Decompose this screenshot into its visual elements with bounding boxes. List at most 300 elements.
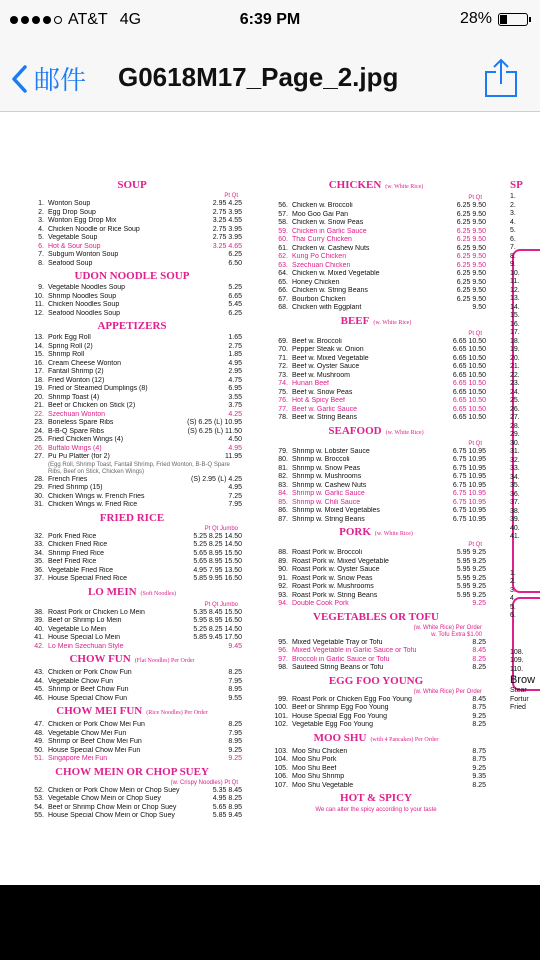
item-name: Moo Shu Vegetable [292, 781, 354, 789]
item-number: 22. [510, 371, 520, 379]
item-price: 7.95 [228, 677, 242, 685]
section-note: (w. White Rice) [373, 319, 412, 326]
item-number: 13. [34, 334, 44, 341]
item-number: 36. [510, 490, 520, 498]
item-number: 25. [34, 436, 44, 443]
item-number: 10. [510, 269, 520, 277]
item-name: Beef w. Garlic Sauce [292, 405, 357, 413]
item-name: Shrimp w. Garlic Sauce [292, 490, 365, 497]
item-number: 33. [510, 465, 520, 472]
item-name: Cream Cheese Wonton [48, 359, 122, 367]
item-name: French Fries [48, 475, 88, 483]
section-heading [22, 586, 242, 601]
item-number: 10. [34, 292, 44, 300]
menu-item [266, 482, 486, 491]
item-name: Beef w. Mushroom [292, 371, 350, 379]
item-number: 86. [278, 507, 288, 514]
menu-item [266, 713, 486, 722]
item-price: 6.65 10.50 [452, 414, 486, 421]
menu-item [22, 419, 242, 428]
item-price: 9.25 [472, 764, 486, 772]
item-name: Mixed Vegetable Tray or Tofu [292, 638, 383, 646]
menu-item [22, 484, 242, 493]
section-heading [22, 179, 242, 192]
section-title-cropped: SP [510, 179, 523, 191]
cropped-text: Stear [510, 687, 527, 694]
item-number: 57. [278, 210, 288, 218]
cropped-text: Fortur [510, 695, 529, 703]
item-number: 5. [510, 227, 516, 234]
item-name: Roast Pork w. String Beans [292, 591, 378, 599]
menu-item [266, 721, 486, 730]
item-price: 6.65 10.50 [452, 388, 486, 396]
item-name: Roast Pork w. Mushrooms [292, 583, 374, 590]
item-number: 68. [278, 304, 288, 311]
item-name: Roast Pork w. Oyster Sauce [292, 566, 380, 573]
item-price: 4.95 7.95 13.50 [193, 566, 242, 574]
item-number: 56. [278, 202, 288, 209]
section-title: SEAFOOD [328, 424, 382, 437]
menu-item [22, 533, 242, 542]
image-viewer[interactable] [0, 112, 540, 885]
item-number: 106. [274, 773, 288, 780]
item-number: 26. [34, 444, 44, 452]
item-number: 11. [510, 278, 520, 285]
item-price: 6.65 10.50 [452, 363, 486, 370]
item-number: 35. [34, 558, 44, 565]
item-name: Beef w. Oyster Sauce [292, 363, 360, 370]
item-name: Fried Chicken Wings (4) [48, 436, 124, 443]
item-price: 6.65 10.50 [452, 371, 486, 379]
item-price: 6.25 9.50 [456, 253, 486, 260]
price-column-header: Pt Qt [468, 542, 482, 548]
item-price: 6.75 10.95 [452, 481, 486, 489]
item-price: 8.25 [472, 781, 486, 789]
menu-item [266, 363, 486, 372]
back-button[interactable] [10, 60, 86, 97]
item-number: 27. [34, 453, 44, 460]
item-number: 99. [278, 695, 288, 703]
item-number: 70. [278, 346, 288, 353]
item-number: 42. [34, 642, 44, 650]
footnote: We can alter the spicy according to your taste [315, 807, 437, 813]
item-number: 71. [278, 354, 288, 362]
item-number: 19. [34, 385, 44, 392]
menu-item [22, 686, 242, 695]
item-name: Chicken with Eggplant [292, 304, 362, 311]
item-number: 44. [34, 677, 44, 685]
item-number: 4. [510, 218, 516, 226]
item-name: Vegetable Egg Foo Young [292, 721, 373, 728]
item-price: 2.95 [228, 368, 242, 375]
item-number: 60. [278, 236, 288, 243]
back-label: 邮件 [34, 65, 87, 95]
item-number: 109. [510, 657, 524, 664]
item-name: Shrimp w. Mixed Vegetables [292, 507, 380, 514]
item-description: (Egg Roll, Shrimp Toast, Fantail Shrimp, Fried Wonton, B-B-Q Spare Ribs, Beef on Stick, Chicken Wings) [48, 461, 230, 475]
section-heading [22, 766, 242, 779]
item-price: 3.75 [228, 402, 242, 409]
chevron-left-icon [10, 64, 28, 94]
item-name: Buffalo Wings (4) [48, 444, 102, 452]
section-heading [22, 270, 242, 283]
item-name: Hot & Sour Soup [48, 242, 101, 250]
section-heading [22, 653, 242, 668]
menu-column-right-cropped [510, 177, 540, 713]
item-number: 2. [510, 201, 516, 209]
item-number: 38. [34, 608, 44, 616]
section-title: APPETIZERS [97, 320, 167, 332]
item-name: Seafood Noodles Soup [48, 309, 120, 317]
item-name: Beef Fried Rice [48, 558, 97, 565]
item-price: 6.75 10.95 [452, 456, 486, 463]
item-name: Vegetable Chow Mei Fun [48, 729, 127, 737]
menu-item [22, 755, 242, 764]
item-name: House Special Chow Fun [48, 694, 127, 702]
item-price: 6.75 10.95 [452, 473, 486, 480]
price-column-header: Pt Qt Jumbo [204, 601, 238, 608]
item-number: 87. [278, 515, 288, 523]
item-number: 17. [34, 368, 44, 375]
menu-item [22, 669, 242, 678]
menu-item [266, 380, 486, 389]
item-name: House Special Chow Mei Fun [48, 746, 141, 754]
menu-item [266, 600, 486, 609]
menu-item [22, 634, 242, 643]
item-number: 110. [510, 665, 524, 673]
menu-item [266, 773, 486, 782]
menu-item [22, 617, 242, 626]
price-column-header: Pt Qt Jumbo [204, 525, 238, 532]
menu-item [266, 279, 486, 288]
item-number: 13. [510, 295, 520, 302]
menu-item [22, 730, 242, 739]
item-name: Shrimp Roll [48, 351, 85, 358]
item-name: Shrimp Fried Rice [48, 549, 105, 557]
item-price: 6.65 10.50 [452, 346, 486, 353]
menu-column-left [22, 177, 242, 821]
menu-item [266, 355, 486, 364]
menu-item [266, 338, 486, 347]
item-name: Shrimp w. String Beans [292, 515, 365, 523]
item-price: 4.25 [228, 410, 242, 418]
item-name: Vegetable Chow Mein or Chop Suey [48, 795, 161, 802]
item-name: Chicken w. String Beans [292, 287, 368, 294]
menu-item [266, 664, 486, 673]
menu-item [22, 747, 242, 756]
item-price: 5.35 8.45 [212, 786, 242, 794]
navigation-bar [0, 40, 540, 112]
item-number: 80. [278, 456, 288, 463]
item-price: 8.45 [472, 695, 486, 703]
item-price: 5.25 8.25 14.50 [193, 625, 242, 633]
menu-item [22, 226, 242, 235]
item-number: 40. [34, 625, 44, 633]
item-name: Shrimp Toast (4) [48, 393, 100, 401]
item-price: 6.25 [228, 251, 242, 258]
item-number: 30. [34, 492, 44, 500]
item-price: 4.95 [228, 359, 242, 367]
item-name: Chicken Fried Rice [48, 541, 108, 548]
item-number: 28. [34, 475, 44, 483]
menu-item [266, 372, 486, 381]
item-name: Wonton Egg Drop Mix [48, 217, 117, 224]
item-name: Chicken Wings w. French Fries [48, 492, 145, 500]
menu-item [266, 592, 486, 601]
item-price: 11.95 [225, 453, 242, 460]
menu-item [266, 490, 486, 499]
item-price: 6.65 [228, 292, 242, 300]
item-name: Kung Po Chicken [292, 253, 347, 260]
menu-item [266, 465, 486, 474]
item-number: 90. [278, 566, 288, 573]
item-number: 74. [278, 380, 288, 387]
item-number: 1. [510, 569, 516, 577]
item-number: 98. [278, 664, 288, 671]
menu-item [266, 262, 486, 271]
section-heading [266, 732, 486, 747]
item-price: 6.25 9.50 [456, 236, 486, 243]
share-icon[interactable] [484, 58, 518, 98]
item-price: 4.50 [228, 436, 242, 443]
item-name: Pork Fried Rice [48, 532, 97, 540]
item-price: 3.55 [228, 393, 242, 401]
section-heading [22, 320, 242, 333]
item-price: 6.25 9.50 [456, 270, 486, 277]
item-number: 16. [510, 320, 520, 328]
menu-item [22, 343, 242, 352]
item-number: 85. [278, 498, 288, 506]
item-price: 8.25 [472, 638, 486, 646]
item-name: Fantail Shrimp (2) [48, 368, 104, 375]
item-price: 5.95 9.25 [456, 549, 486, 556]
item-number: 34. [510, 473, 520, 481]
item-name: Shrimp w. Cashew Nuts [292, 481, 367, 489]
item-price: 5.95 8.95 16.50 [193, 617, 242, 624]
item-number: 63. [278, 261, 288, 269]
menu-item [266, 696, 486, 705]
menu-item [266, 473, 486, 482]
item-name: Shrimp Noodles Soup [48, 292, 117, 300]
item-name: House Special Fried Rice [48, 575, 127, 582]
item-number: 41. [510, 533, 520, 540]
item-number: 20. [510, 354, 520, 362]
menu-item [266, 287, 486, 296]
menu-item [22, 200, 242, 209]
menu-item [266, 304, 486, 313]
section-subheader: (w. Crispy Noodles) Pt Qt [170, 779, 238, 786]
section-subheader: (w. White Rice) Per Order [413, 624, 482, 631]
item-price: 6.25 9.50 [456, 227, 486, 235]
item-name: Hot & Spicy Beef [292, 397, 345, 404]
item-price: 8.25 [472, 655, 486, 663]
section-subheader: w. Tofu Extra $1.00 [431, 631, 482, 638]
item-name: Honey Chicken [292, 278, 340, 286]
item-price: 8.75 [472, 756, 486, 763]
menu-item [22, 575, 242, 584]
price-column-header: Pt Qt [468, 195, 482, 201]
section-heading [22, 705, 242, 720]
item-price: 2.75 3.95 [212, 208, 242, 216]
item-number: 91. [278, 574, 288, 582]
item-number: 105. [274, 764, 288, 772]
item-number: 62. [278, 253, 288, 260]
item-number: 27. [510, 414, 520, 421]
item-number: 21. [510, 363, 520, 370]
item-price: 3.25 4.65 [212, 242, 242, 250]
item-number: 33. [34, 541, 44, 548]
item-number: 95. [278, 638, 288, 646]
item-price: 8.25 [472, 721, 486, 728]
item-number: 25. [510, 397, 520, 404]
item-number: 50. [34, 746, 44, 754]
item-price: 5.95 9.25 [456, 566, 486, 573]
item-name: Chicken Wings w. Fried Rice [48, 501, 138, 508]
item-name: Spring Roll (2) [48, 342, 93, 350]
item-number: 43. [34, 669, 44, 676]
item-number: 29. [510, 431, 520, 438]
item-name: Chicken Noodle or Rice Soup [48, 225, 140, 233]
menu-item [266, 639, 486, 648]
item-name: Beef or Chicken on Stick (2) [48, 402, 136, 409]
section-note: (w. White Rice) [374, 531, 413, 537]
item-number: 52. [34, 786, 44, 794]
menu-item [266, 575, 486, 584]
item-price: 1.65 [228, 334, 242, 341]
item-name: Shrimp w. Snow Peas [292, 464, 361, 472]
menu-item [22, 541, 242, 550]
item-number: 100. [274, 704, 288, 711]
item-name: Shrimp w. Broccoli [292, 456, 350, 463]
item-number: 58. [278, 219, 288, 226]
section-subheader: (w. White Rice) Per Order [413, 688, 482, 695]
menu-item [266, 245, 486, 254]
section-title: CHOW MEI FUN [56, 705, 143, 717]
menu-item [266, 296, 486, 305]
section-title: FRIED RICE [99, 511, 165, 524]
menu-item [22, 567, 242, 576]
section-title: EGG FOO YOUNG [328, 674, 424, 687]
section-title: UDON NOODLE SOUP [74, 270, 190, 282]
item-number: 59. [278, 227, 288, 235]
menu-column-middle [266, 177, 486, 814]
item-number: 21. [34, 402, 44, 409]
item-price: 6.25 9.50 [456, 278, 486, 286]
item-price: 7.95 [228, 729, 242, 737]
item-number: 39. [510, 516, 520, 523]
item-price: 8.25 [228, 721, 242, 728]
section-note: (Rice Noodles) Per Order [146, 710, 208, 716]
item-name: Roast Pork or Chicken Lo Mein [48, 608, 145, 616]
item-price: 8.45 [472, 647, 486, 654]
item-name: Chicken w. Cashew Nuts [292, 244, 370, 252]
item-price: 6.25 [228, 309, 242, 317]
item-number: 104. [274, 756, 288, 763]
item-name: Chicken or Pork Chow Fun [48, 669, 132, 676]
menu-item [22, 787, 242, 796]
menu-item [22, 804, 242, 813]
item-number: 11. [34, 301, 44, 308]
item-number: 18. [34, 376, 44, 384]
item-price: 9.25 [472, 712, 486, 720]
menu-item [266, 647, 486, 656]
menu-item [22, 453, 242, 462]
item-number: 18. [510, 337, 520, 345]
item-number: 37. [510, 499, 520, 506]
section-title: LO MEIN [87, 585, 137, 598]
menu-item [22, 284, 242, 293]
item-name: Shrimp or Beef Chow Fun [48, 686, 129, 693]
item-name: Vegetable Fried Rice [48, 566, 113, 574]
item-number: 23. [510, 380, 520, 387]
menu-item [22, 385, 242, 394]
item-number: 55. [34, 812, 44, 819]
section-heading [266, 179, 486, 194]
menu-item [266, 748, 486, 757]
item-name: Moo Shu Shrimp [292, 773, 345, 780]
menu-item [266, 346, 486, 355]
item-number: 84. [278, 490, 288, 497]
item-price: 3.25 4.55 [212, 217, 242, 224]
item-name: Moo Shu Chicken [292, 747, 348, 755]
menu-item [22, 812, 242, 821]
item-number: 107. [274, 781, 288, 789]
item-number: 5. [38, 234, 44, 241]
item-price: 8.75 [472, 747, 486, 755]
item-number: 4. [510, 595, 516, 602]
item-name: Pepper Steak w. Onion [292, 346, 364, 353]
item-number: 67. [278, 295, 288, 303]
item-number: 3. [38, 217, 44, 224]
item-name: Beef w. Snow Peas [292, 388, 353, 396]
menu-item [22, 293, 242, 302]
item-name: Wonton Soup [48, 200, 91, 207]
item-number: 28. [510, 422, 520, 430]
cropped-text: Fried [510, 704, 526, 711]
item-number: 39. [34, 617, 44, 624]
item-number: 20. [34, 393, 44, 401]
item-price: 2.75 3.95 [212, 234, 242, 241]
item-number: 61. [278, 244, 288, 252]
menu-item [266, 583, 486, 592]
item-price: 8.25 [472, 664, 486, 671]
item-price: 6.95 [228, 385, 242, 392]
menu-item [22, 402, 242, 411]
item-number: 76. [278, 397, 288, 404]
section-title: MOO SHU [313, 731, 367, 744]
item-name: Seafood Soup [48, 259, 93, 267]
item-name: Roast Pork w. Mixed Vegetable [292, 557, 389, 565]
item-price: 9.25 [472, 600, 486, 607]
item-name: Roast Pork or Chicken Egg Foo Young [292, 695, 412, 703]
item-name: Beef or Shrimp Lo Mein [48, 617, 122, 624]
section-title: VEGETABLES OR TOFU [313, 610, 439, 623]
menu-item [22, 558, 242, 567]
item-number: 23. [34, 419, 44, 426]
item-number: 72. [278, 363, 288, 370]
menu-item [22, 394, 242, 403]
menu-item [266, 406, 486, 415]
section-title: CHOW FUN [69, 653, 131, 665]
item-name: Shrimp w. Chili Sauce [292, 498, 361, 506]
menu-item [22, 643, 242, 652]
item-number: 12. [510, 286, 520, 294]
menu-item [266, 516, 486, 525]
item-name: Chicken Noodles Soup [48, 301, 120, 308]
menu-item [266, 756, 486, 765]
item-number: 79. [278, 447, 288, 455]
item-price: 4.95 8.25 [212, 795, 242, 802]
